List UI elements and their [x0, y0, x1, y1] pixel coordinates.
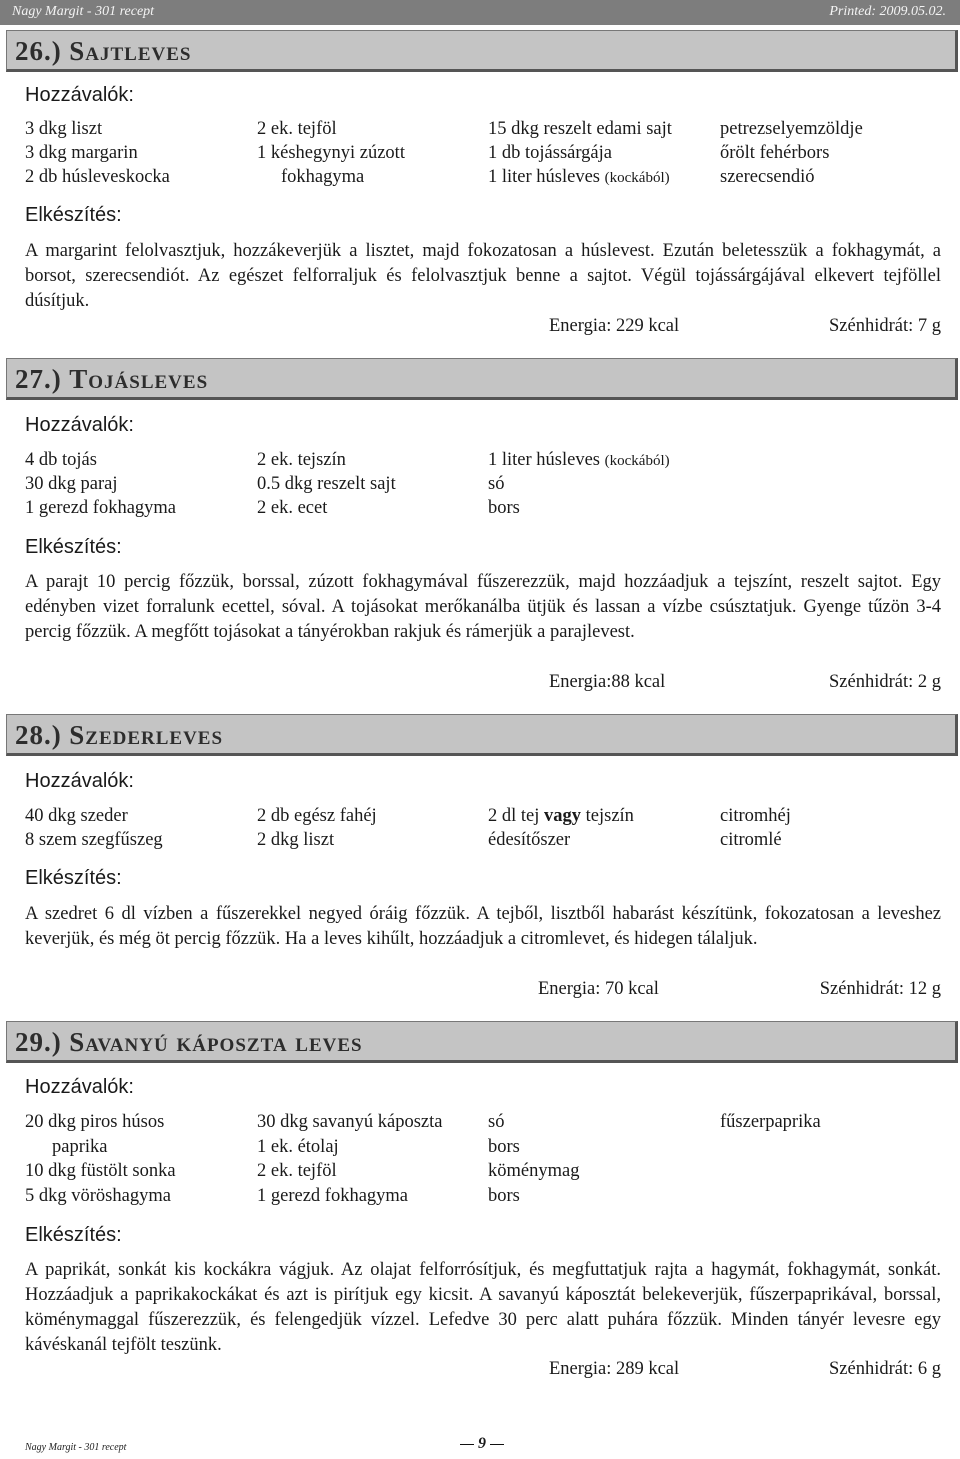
ingredient: 10 dkg füstölt sonka: [25, 1161, 176, 1181]
ingredient: petrezselyemzöldje: [720, 119, 863, 139]
carbs-value: Szénhidrát: 2 g: [828, 672, 941, 692]
ingredient: 2 ek. tejföl: [257, 1161, 337, 1181]
ingredient-row: [25, 498, 945, 522]
ingredient: 2 db húsleveskocka: [25, 167, 170, 187]
ingredients-label: Hozzávalók:: [25, 414, 134, 436]
ingredient-emphasis: vagy: [544, 806, 582, 826]
page-number-text: 9: [478, 1435, 486, 1452]
footer-book-title: Nagy Margit - 301 recept: [25, 1442, 127, 1453]
ingredient: 3 dkg margarin: [25, 143, 138, 163]
ingredient-text: 1 liter húsleves: [488, 167, 601, 187]
ingredient: 1 db tojássárgája: [488, 143, 612, 163]
ingredient: fokhagyma: [281, 167, 365, 187]
ingredient: 2 ek. ecet: [257, 498, 328, 518]
ingredient: 2 db egész fahéj: [257, 806, 377, 826]
ingredient: fűszerpaprika: [720, 1112, 821, 1132]
recipe-number: 27.): [15, 364, 62, 394]
ingredient: 1 ek. étolaj: [257, 1137, 339, 1157]
ingredient: 15 dkg reszelt edami sajt: [488, 119, 672, 139]
recipe-title: [15, 364, 208, 395]
ingredient: [488, 450, 670, 471]
ingredient: 20 dkg piros húsos: [25, 1112, 165, 1132]
ingredients-label: Hozzávalók:: [25, 84, 134, 106]
ingredient: 1 gerezd fokhagyma: [25, 498, 177, 518]
ingredient: édesítőszer: [488, 830, 571, 850]
ingredient-note: (kockából): [604, 453, 670, 469]
preparation-label: Elkészítés:: [25, 867, 122, 889]
preparation-text: A paprikát, sonkát kis kockákra vágjuk. Az olajat felforrósítjuk, és megfuttatjuk rajta a hagymát, fokhagymát, sonkát. Hozzáadjuk a paprikakockákat és azt is pirítjuk egy kicsit. A savanyú káposztát belekeverjük, fűszerpaprikával, borssal, köménymaggal fűszerezzük, és felengedjük vízzel. Lefedve 30 perc alatt puhára főzzük. Minden tányér levesre egy kávéskanál tejfölt teszünk.: [25, 1260, 941, 1355]
ingredient-row: [25, 806, 945, 830]
ingredient: 2 dkg liszt: [257, 830, 335, 850]
preparation-text: A margarint felolvasztjuk, hozzákeverjük a lisztet, majd fokozatosan a húslevest. Ezután beletesszük a fokhagymát, a borsot, szerecsendiót. Az egészet felforraljuk és felolvasztjuk benne a sajtot. Végül tojássárgájával elkevert tejföllel dúsítjuk.: [25, 241, 941, 311]
ingredient-row: [25, 450, 945, 474]
ingredient: [488, 806, 634, 827]
page-number: [460, 1435, 504, 1453]
ingredient: 0.5 dkg reszelt sajt: [257, 474, 396, 494]
ingredient-row: [25, 1161, 945, 1185]
recipe-title-bar: [6, 1021, 958, 1063]
ingredient-row: [25, 474, 945, 498]
preparation-text: A szedret 6 dl vízben a fűszerekkel negyed óráig főzzük. A tejből, lisztből habarást készítünk, fokozatosan a leveshez keverjük, és még öt percig főzzük. Ha a leves kihűlt, hozzáadjuk a citromlevet, és hidegen tálaljuk.: [25, 904, 941, 949]
ingredient: 2 ek. tejszín: [257, 450, 346, 470]
ingredient: citromlé: [720, 830, 782, 850]
ingredients-label: Hozzávalók:: [25, 1076, 134, 1098]
ingredient-row: [25, 143, 945, 167]
ingredient-row: [25, 830, 945, 854]
recipe-number: 29.): [15, 1027, 62, 1057]
page-header: [0, 0, 960, 25]
ingredient: 40 dkg szeder: [25, 806, 128, 826]
ingredient: só: [488, 1112, 505, 1132]
header-book-title: Nagy Margit - 301 recept: [12, 4, 155, 19]
recipe-title: [15, 720, 223, 751]
recipe-title: [15, 36, 191, 67]
recipe-name: Savanyú káposzta leves: [69, 1027, 363, 1057]
ingredient-row: [25, 1112, 945, 1136]
ingredient: 30 dkg savanyú káposzta: [257, 1112, 443, 1132]
ingredient: 30 dkg paraj: [25, 474, 118, 494]
energy-value: Energia:88 kcal: [549, 672, 666, 692]
ingredient: szerecsendió: [720, 167, 815, 187]
ingredient: 1 késhegynyi zúzott: [257, 143, 405, 163]
recipe-name: Szederleves: [69, 720, 224, 750]
recipe-title-bar: [6, 30, 958, 72]
ingredient: 8 szem szegfűszeg: [25, 830, 163, 850]
recipe-title: [15, 1027, 363, 1058]
ingredient-row: [25, 1137, 945, 1161]
ingredient-text: 1 liter húsleves: [488, 450, 601, 470]
ingredient-row: [25, 1186, 945, 1210]
ingredient-row: [25, 167, 945, 191]
ingredient: 5 dkg vöröshagyma: [25, 1186, 171, 1206]
recipe-number: 28.): [15, 720, 62, 750]
preparation-label: Elkészítés:: [25, 536, 122, 558]
page-number-rule: [490, 1444, 504, 1445]
recipe-name: Tojásleves: [69, 364, 209, 394]
carbs-value: Szénhidrát: 12 g: [819, 979, 941, 999]
ingredient-text: 2 dl tej: [488, 806, 540, 826]
page-number-rule: [460, 1444, 474, 1445]
ingredient: [488, 167, 670, 188]
preparation-label: Elkészítés:: [25, 1224, 122, 1246]
ingredient: 1 gerezd fokhagyma: [257, 1186, 409, 1206]
recipe-number: 26.): [15, 36, 62, 66]
carbs-value: Szénhidrát: 7 g: [828, 316, 941, 336]
energy-value: Energia: 229 kcal: [549, 316, 680, 336]
header-print-date: Printed: 2009.05.02.: [829, 4, 946, 19]
ingredient: köménymag: [488, 1161, 580, 1181]
ingredient-text: tejszín: [585, 806, 634, 826]
ingredient: citromhéj: [720, 806, 791, 826]
ingredient: 2 ek. tejföl: [257, 119, 337, 139]
recipe-name: Sajtleves: [69, 36, 192, 66]
energy-value: Energia: 289 kcal: [549, 1359, 680, 1379]
energy-value: Energia: 70 kcal: [538, 979, 659, 999]
ingredient: paprika: [52, 1137, 108, 1157]
ingredient: bors: [488, 1186, 520, 1206]
ingredient: só: [488, 474, 505, 494]
ingredient: őrölt fehérbors: [720, 143, 830, 163]
ingredient-row: [25, 119, 945, 143]
ingredient: 4 db tojás: [25, 450, 97, 470]
ingredient-note: (kockából): [604, 170, 670, 186]
ingredient: bors: [488, 498, 520, 518]
recipe-title-bar: [6, 714, 958, 756]
carbs-value: Szénhidrát: 6 g: [828, 1359, 941, 1379]
preparation-label: Elkészítés:: [25, 204, 122, 226]
ingredient: 3 dkg liszt: [25, 119, 103, 139]
recipe-title-bar: [6, 358, 958, 400]
ingredients-label: Hozzávalók:: [25, 770, 134, 792]
preparation-text: A parajt 10 percig főzzük, borssal, zúzott fokhagymával fűszerezzük, majd hozzáadjuk a tejszínt, reszelt sajtot. Egy edényben vizet forralunk ecettel, sóval. A tojásokat merőkanálba ütjük és lassan a vízbe csúsztatjuk. Gyenge tűzön 3-4 percig főzzük. A megfőtt tojásokat a tányérokban rakjuk és rámerjük a parajlevest.: [25, 572, 941, 642]
ingredient: bors: [488, 1137, 520, 1157]
